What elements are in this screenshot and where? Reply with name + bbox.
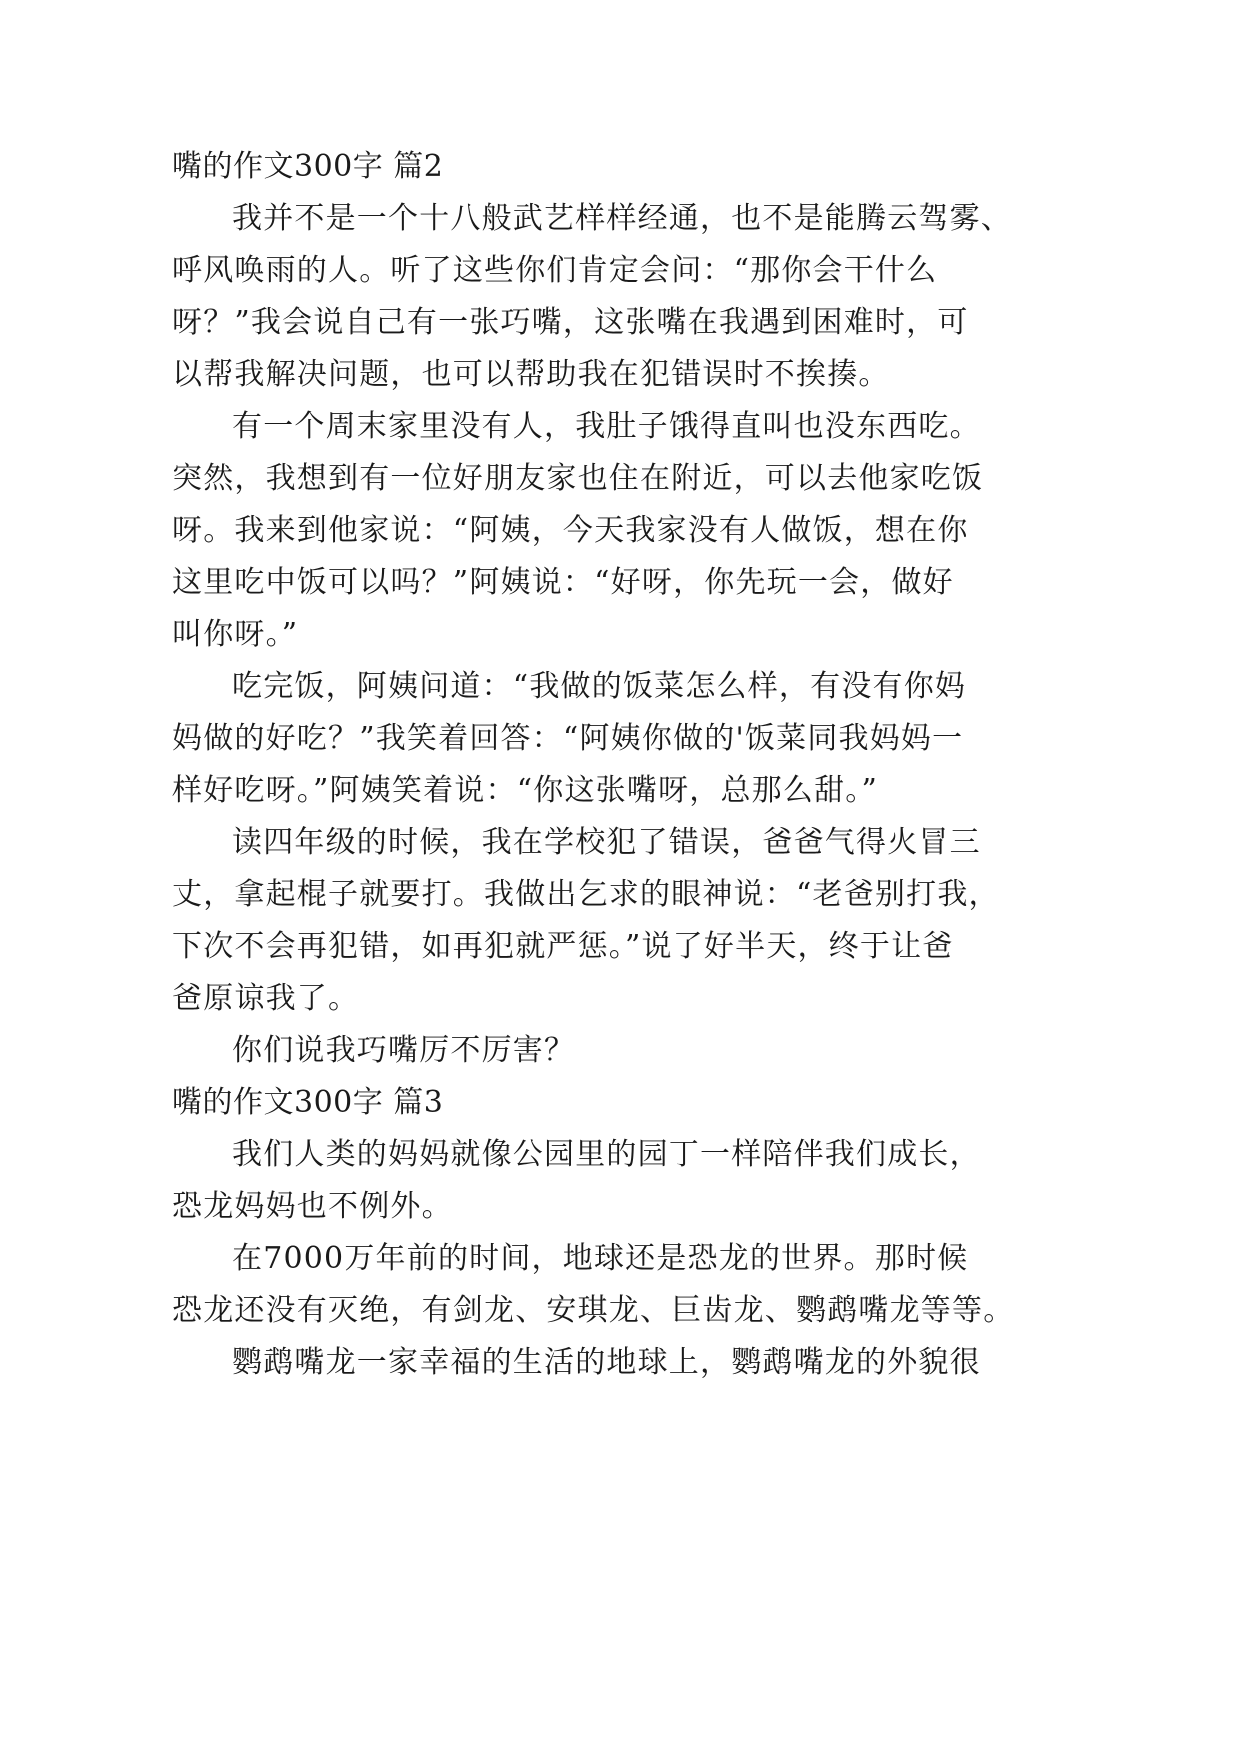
text-line: 读四年级的时候，我在学校犯了错误，爸爸气得火冒三 bbox=[232, 825, 981, 860]
text-line: 吃完饭，阿姨问道：“我做的饭菜怎么样，有没有你妈 bbox=[232, 669, 967, 704]
text-line: 我并不是一个十八般武艺样样经通，也不是能腾云驾雾、 bbox=[232, 201, 1012, 236]
text-line: 你们说我巧嘴厉不厉害？ bbox=[232, 1033, 576, 1068]
text-line: 呼风唤雨的人。听了这些你们肯定会问：“那你会干什么 bbox=[172, 253, 938, 288]
text-line: 我们人类的妈妈就像公园里的园丁一样陪伴我们成长， bbox=[232, 1137, 981, 1172]
text-line: 以帮我解决问题，也可以帮助我在犯错误时不挨揍。 bbox=[172, 357, 890, 392]
section-heading: 嘴的作文300字 篇3 bbox=[172, 1085, 444, 1120]
text-line: 鹦鹉嘴龙一家幸福的生活的地球上，鹦鹉嘴龙的外貌很 bbox=[232, 1345, 981, 1380]
text-line: 下次不会再犯错，如再犯就严惩。”说了好半天，终于让爸 bbox=[172, 929, 954, 964]
text-line: 突然，我想到有一位好朋友家也住在附近，可以去他家吃饭 bbox=[172, 461, 984, 496]
text-line: 这里吃中饭可以吗？”阿姨说：“好呀，你先玩一会，做好 bbox=[172, 565, 954, 600]
text-line: 恐龙妈妈也不例外。 bbox=[172, 1189, 453, 1224]
text-line: 有一个周末家里没有人，我肚子饿得直叫也没东西吃。 bbox=[232, 409, 981, 444]
text-line: 呀。我来到他家说：“阿姨，今天我家没有人做饭，想在你 bbox=[172, 513, 969, 548]
text-line: 妈做的好吃？”我笑着回答：“阿姨你做的'饭菜同我妈妈一 bbox=[172, 721, 964, 756]
text-line: 爸原谅我了。 bbox=[172, 981, 360, 1016]
text-line: 丈，拿起棍子就要打。我做出乞求的眼神说：“老爸别打我， bbox=[172, 877, 1000, 912]
text-line: 样好吃呀。”阿姨笑着说：“你这张嘴呀，总那么甜。” bbox=[172, 773, 879, 808]
section-heading: 嘴的作文300字 篇2 bbox=[172, 149, 444, 184]
text-line: 叫你呀。” bbox=[172, 617, 299, 652]
text-line: 呀？”我会说自己有一张巧嘴，这张嘴在我遇到困难时，可 bbox=[172, 305, 969, 340]
text-line: 在7000万年前的时间，地球还是恐龙的世界。那时候 bbox=[232, 1241, 969, 1276]
text-line: 恐龙还没有灭绝，有剑龙、安琪龙、巨齿龙、鹦鹉嘴龙等等。 bbox=[172, 1293, 1015, 1328]
